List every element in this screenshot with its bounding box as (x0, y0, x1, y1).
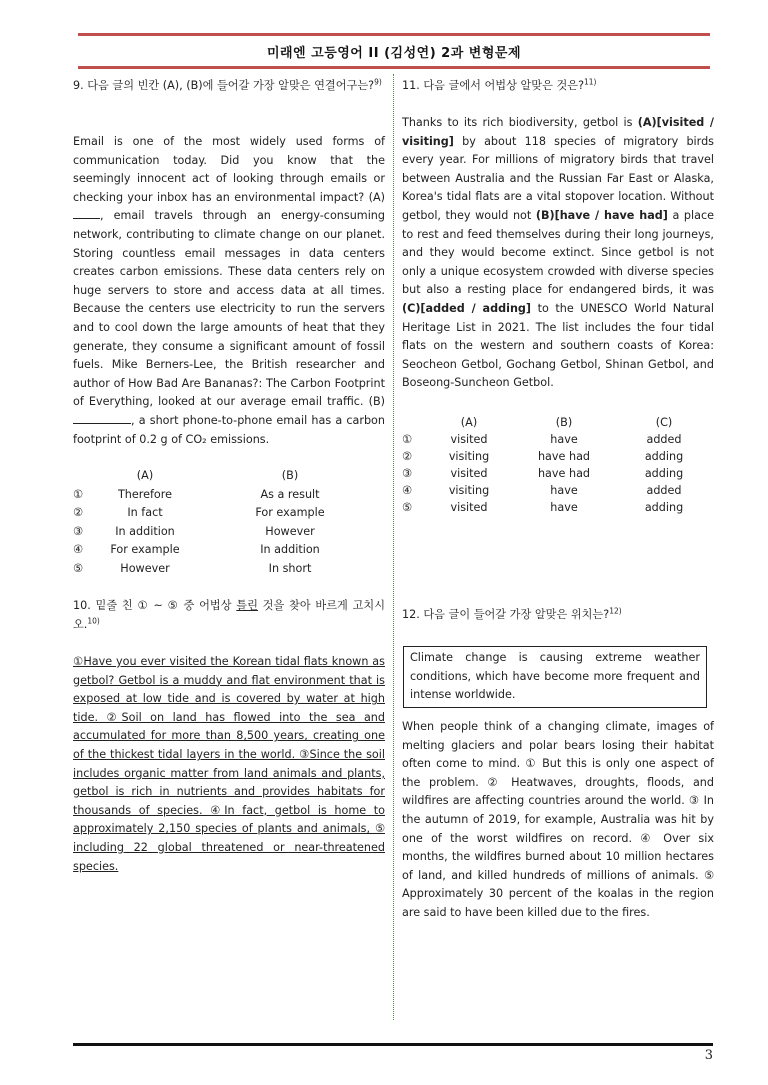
q9-blank-b (73, 412, 131, 424)
question-11 (402, 77, 714, 96)
title-top-rule (78, 33, 710, 36)
q9-option-row[interactable] (73, 504, 385, 523)
q11-option-number: ④ (402, 484, 413, 497)
q11-option-a: visited (450, 501, 488, 514)
q11-col-b-header: (B) (555, 416, 573, 429)
question-10 (73, 597, 385, 634)
q11-col-c-header: (C) (655, 416, 673, 429)
q9-option-row[interactable] (73, 523, 385, 542)
q12-box-text: Climate change is causing extreme weather conditions, which have become more frequent and intense worldwide. (403, 646, 707, 708)
q11-choice-c: (C)[added / adding] (402, 301, 532, 315)
q11-choice-a: (A)[visited / visiting] (402, 116, 714, 148)
q11-option-number: ⑤ (402, 501, 413, 514)
q9-option-row[interactable] (73, 560, 385, 579)
q11-passage-part-1: Thanks to its rich biodiversity, getbol is (402, 116, 638, 129)
q12-passage: When people think of a changing climate, images of melting glaciers and polar bears losing their habitat often come to mind. ① But this is only one aspect of the problem. ② Heatwaves, droughts, floods, and wildfires are affecting countries around the world. ③ In the autumn of 2019, for example, Australia was hit by one of the worst wildfires on record. ④ Over six months, the wildfires burned about 10 million hectares of land, and killed hundreds of millions of animals. ⑤ Approximately 30 percent of the koalas in the region are said to have been killed due to the fires. (402, 720, 714, 919)
q11-option-row[interactable] (402, 431, 714, 448)
q9-option-number: ③ (73, 524, 84, 538)
q11-option-row[interactable] (402, 448, 714, 465)
q9-option-number: ⑤ (73, 561, 84, 575)
q10-footnote: 10) (87, 615, 100, 625)
q9-option-b: As a result (260, 487, 320, 501)
q12-insert-box (403, 646, 707, 708)
q9-option-b: For example (255, 506, 325, 520)
footer-rule (73, 1043, 713, 1046)
q10-prompt-text-2: 것을 찾아 바르게 고치시오. (73, 599, 386, 631)
q9-options-header (73, 467, 385, 486)
q9-option-b: In short (268, 561, 312, 575)
q11-option-number: ② (402, 450, 413, 463)
q9-option-number: ④ (73, 543, 84, 557)
q11-passage-part-2: by about 118 species of migratory birds every year. For millions of migratory birds that travel between Australia and the Russian Far East or Alaska, Korea's tidal flats are a vital stopover location. Without getbol, they would not (402, 134, 714, 222)
q9-option-number: ① (73, 487, 84, 501)
q11-option-c: adding (644, 450, 684, 463)
q12-footnote: 12) (609, 606, 622, 616)
q9-option-number: ② (73, 506, 84, 520)
q10-prompt (73, 597, 385, 634)
page-title: 미래엔 고등영어 II (김성연) 2과 변형문제 (266, 46, 522, 61)
q9-passage-part-2: , email travels through an energy-consuming network, contributing to climate change on our planet. Storing countless email messages in data centers creates carbon emissions. These data centers rely on huge servers to store and access data at all times. Because the centers use electricity to run the servers and to cool down the large amounts of heat that they generate, they consume a significant amount of fossil fuels. Mike Berners-Lee, the British researcher and author of How Bad Are Bananas?: The Carbon Footprint of Everything, looked at our average email traffic. (B) (73, 209, 385, 409)
q9-option-a: For example (110, 543, 180, 557)
q11-choice-b: (B)[have / have had] (535, 208, 668, 222)
q9-col-b-header: (B) (281, 469, 299, 482)
q11-option-c: adding (644, 467, 684, 480)
q11-option-b: have (550, 484, 578, 497)
q9-option-a: Therefore (117, 487, 173, 501)
page-number: 3 (704, 1048, 713, 1063)
q9-passage-part-1: Email is one of the most widely used forms of communication today. Did you know that the seemingly innocent act of looking through emails or checking your inbox has an environmental impact? (A) (73, 135, 385, 204)
q9-option-b: However (265, 524, 315, 538)
q10-prompt-text-1: 10. 밑줄 친 ① ~ ⑤ 중 어법상 (73, 599, 237, 612)
q11-passage-part-3: a place to rest and feed themselves during their long journeys, and they would become extinct. Since getbol is not only a unique ecosystem crowded with diverse species but also a resting place for endangered birds, it was (402, 208, 714, 297)
q9-option-row[interactable] (73, 541, 385, 560)
q9-option-b: In addition (260, 543, 320, 557)
question-9 (73, 77, 385, 96)
q11-option-b: have (550, 433, 578, 446)
q10-prompt-underlined: 틀린 (236, 599, 258, 612)
q9-options-table (73, 467, 385, 579)
q9-footnote: 9) (374, 77, 382, 87)
q11-options-header (402, 414, 714, 431)
q9-option-a: In fact (127, 506, 163, 520)
q11-option-b: have had (537, 450, 591, 463)
q11-options-table (402, 414, 714, 516)
q11-option-a: visited (450, 433, 488, 446)
column-divider (393, 74, 394, 1020)
q11-option-number: ① (402, 433, 413, 446)
q9-prompt (73, 77, 385, 96)
q9-option-row[interactable] (73, 486, 385, 505)
q11-option-row[interactable] (402, 482, 714, 499)
q11-option-c: added (646, 433, 682, 446)
q12-prompt-text: 12. 다음 글이 들어갈 가장 알맞은 위치는? (402, 608, 610, 621)
q9-option-a: In addition (115, 524, 175, 538)
q9-option-a: However (120, 561, 170, 575)
q10-passage: ①Have you ever visited the Korean tidal flats known as getbol? Getbol is a muddy and flat environment that is exposed at low tide and is covered by water at high tide. ②Soil on land has flowed into the sea and accumulated for more than 8,500 years, creating one of the thickest tidal layers in the world. ③Since the soil includes organic matter from land animals and plants, getbol is rich in nutrients and provides habitats for thousands of species. ④In fact, getbol is home to approximately 2,150 species of plants and animals, ⑤ including 22 global threatened or near-threatened species. (73, 655, 385, 873)
q9-blank-a (73, 207, 100, 219)
q11-prompt-text: 11. 다음 글에서 어법상 알맞은 것은? (402, 79, 585, 92)
q11-footnote: 11) (584, 77, 597, 87)
q11-options (402, 414, 714, 516)
q11-option-row[interactable] (402, 499, 714, 516)
q11-option-a: visited (450, 467, 488, 480)
question-12 (402, 606, 714, 625)
q11-passage (402, 114, 714, 393)
q11-option-a: visiting (448, 484, 490, 497)
q11-option-c: added (646, 484, 682, 497)
q11-option-row[interactable] (402, 465, 714, 482)
q11-col-a-header: (A) (460, 416, 478, 429)
q11-option-number: ③ (402, 467, 413, 480)
q9-col-a-header: (A) (136, 469, 154, 482)
q11-option-b: have (550, 501, 578, 514)
q9-options (73, 467, 385, 579)
q9-passage-part-3: , a short phone-to-phone email has a carbon footprint of 0.2 g of CO₂ emissions. (73, 413, 385, 446)
q11-prompt (402, 77, 714, 96)
q9-passage (73, 133, 385, 449)
q11-option-a: visiting (448, 450, 490, 463)
q11-passage-part-4: to the UNESCO World Natural Heritage List in 2021. The list includes the four tidal flats on the western and southern coasts of Korea: Seocheon Getbol, Gochang Getbol, Shinan Getbol, and Boseong-Suncheon Getbol. (402, 301, 714, 390)
q11-option-b: have had (537, 467, 591, 480)
title-bottom-rule (78, 66, 710, 69)
q9-prompt-text: 9. 다음 글의 빈칸 (A), (B)에 들어갈 가장 알맞은 연결어구는? (73, 79, 375, 92)
q12-prompt (402, 606, 714, 625)
q11-option-c: adding (644, 501, 684, 514)
